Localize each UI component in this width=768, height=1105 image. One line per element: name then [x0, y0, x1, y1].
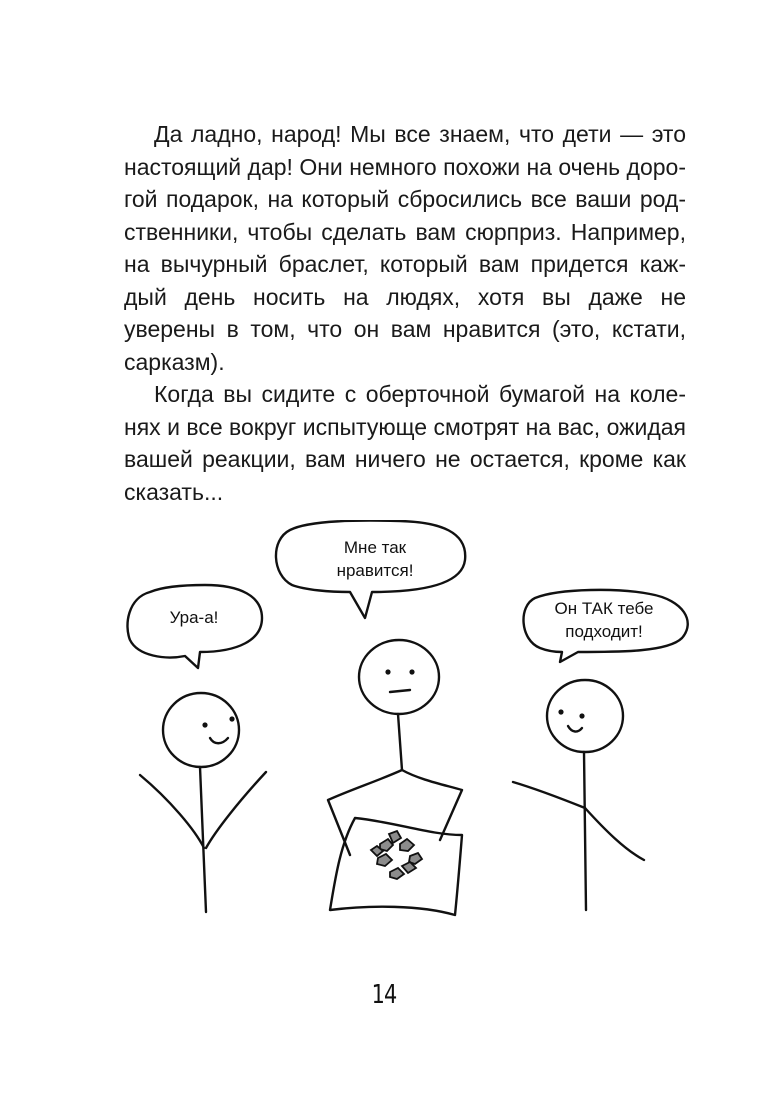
- stick-figures-illustration: [0, 520, 768, 940]
- center-bubble-text-line2: нравится!: [336, 561, 414, 580]
- right-bubble-text-line2: подходит!: [565, 622, 643, 641]
- paragraph-1: Да ладно, народ! Мы все знаем, что дети — это настоящий дар! Они немного похожи на очень доро-гой подарок, на который сбросились все ваши род-ственники, чтобы сделать вам сюрприз. Например, на вычурный браслет, который вам придется каж-дый день носить на людях, хотя вы даже не уверены в том, что он вам нравится (это, кстати, сарказм).: [124, 121, 686, 375]
- page-number: 14: [371, 980, 397, 1010]
- left-bubble-text: Ура-а!: [169, 608, 219, 627]
- right-stick-figure: [513, 680, 644, 910]
- bracelet: [371, 831, 422, 879]
- body-text: [124, 118, 686, 508]
- right-bubble-text-line1: Он ТАК тебе: [554, 599, 654, 618]
- paragraph-2: Когда вы сидите с оберточной бумагой на коле-нях и все вокруг испытующе смотрят на вас, ожидая вашей реакции, вам ничего не остается, кроме как сказать...: [124, 381, 686, 505]
- center-bubble-text-line1: Мне так: [343, 538, 407, 557]
